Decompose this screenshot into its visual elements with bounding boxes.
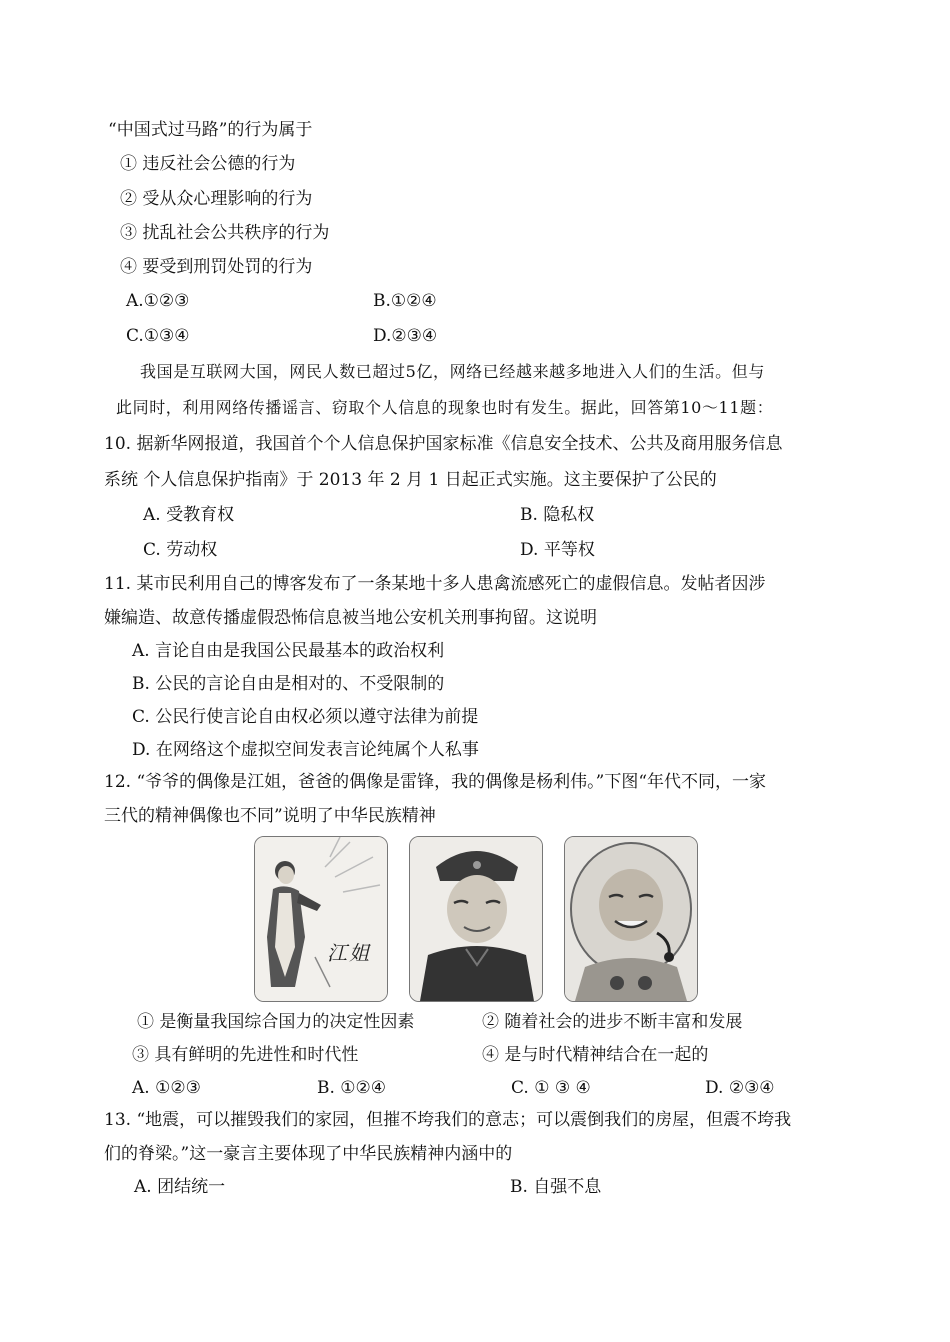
q13-stem-line-2: 们的脊梁。”这一豪言主要体现了中华民族精神内涵中的 (104, 1144, 513, 1164)
q12-stem-line-1: 12. “爷爷的偶像是江姐，爸爸的偶像是雷锋，我的偶像是杨利伟。”下图“年代不同，一家 (104, 772, 767, 792)
photo-caption: 江姐 (327, 941, 371, 965)
q12-item-1: ① 是衡量我国综合国力的决定性因素 (137, 1012, 415, 1032)
q10-stem-line-2: 系统 个人信息保护指南》于 2013 年 2 月 1 日起正式实施。这主要保护了公民的 (104, 470, 717, 490)
q13-option-a: A. 团结统一 (134, 1177, 226, 1197)
q12-item-4: ④ 是与时代精神结合在一起的 (482, 1045, 709, 1065)
q9-option-b: B.①②④ (373, 291, 437, 311)
q9-item-3: ③ 扰乱社会公共秩序的行为 (120, 223, 330, 243)
q9-item-2: ② 受从众心理影响的行为 (120, 189, 313, 209)
q9-item-4: ④ 要受到刑罚处罚的行为 (120, 257, 313, 277)
q12-item-3: ③ 具有鲜明的先进性和时代性 (132, 1045, 359, 1065)
q13-option-b: B. 自强不息 (510, 1177, 602, 1197)
q12-stem-line-2: 三代的精神偶像也不同”说明了中华民族精神 (104, 806, 436, 826)
q12-option-b: B. ①②④ (317, 1078, 387, 1098)
q12-option-a: A. ①②③ (132, 1078, 201, 1098)
photo-yang-liwei (564, 836, 698, 1002)
q11-option-b: B. 公民的言论自由是相对的、不受限制的 (132, 674, 445, 694)
q9-option-a: A.①②③ (126, 291, 190, 311)
q10-option-b: B. 隐私权 (520, 505, 595, 525)
q9-option-d: D.②③④ (373, 326, 438, 346)
q10-option-a: A. 受教育权 (143, 505, 235, 525)
q12-item-2: ② 随着社会的进步不断丰富和发展 (482, 1012, 743, 1032)
q13-stem-line-1: 13. “地震，可以摧毁我们的家园，但摧不垮我们的意志；可以震倒我们的房屋，但震不垮我 (104, 1110, 792, 1130)
intro-line-1: 我国是互联网大国，网民人数已超过5亿，网络已经越来越多地进入人们的生活。但与 (140, 362, 765, 381)
q11-stem-line-2: 嫌编造、故意传播虚假恐怖信息被当地公安机关刑事拘留。这说明 (104, 608, 597, 628)
q9-stem: “中国式过马路”的行为属于 (108, 120, 313, 140)
q10-option-d: D. 平等权 (520, 540, 595, 560)
q12-option-d: D. ②③④ (705, 1078, 775, 1098)
intro-line-2: 此同时，利用网络传播谣言、窃取个人信息的现象也时有发生。据此，回答第10～11题： (116, 398, 774, 417)
q10-stem-line-1: 10. 据新华网报道，我国首个个人信息保护国家标准《信息安全技术、公共及商用服务信息 (104, 434, 783, 454)
photo-jiang-jie (254, 836, 388, 1002)
q12-option-c: C. ① ③ ④ (511, 1078, 591, 1098)
jiang-jie-illustration (255, 837, 387, 1001)
photo-lei-feng (409, 836, 543, 1002)
q11-option-c: C. 公民行使言论自由权必须以遵守法律为前提 (132, 707, 479, 727)
q11-option-a: A. 言论自由是我国公民最基本的政治权利 (132, 641, 445, 661)
q9-item-1: ① 违反社会公德的行为 (120, 154, 296, 174)
q11-option-d: D. 在网络这个虚拟空间发表言论纯属个人私事 (132, 740, 479, 760)
yang-liwei-portrait (565, 837, 697, 1001)
q11-stem-line-1: 11. 某市民利用自己的博客发布了一条某地十多人患禽流感死亡的虚假信息。发帖者因涉 (104, 574, 766, 594)
q10-option-c: C. 劳动权 (143, 540, 218, 560)
q9-option-c: C.①③④ (126, 326, 190, 346)
lei-feng-portrait (410, 837, 542, 1001)
